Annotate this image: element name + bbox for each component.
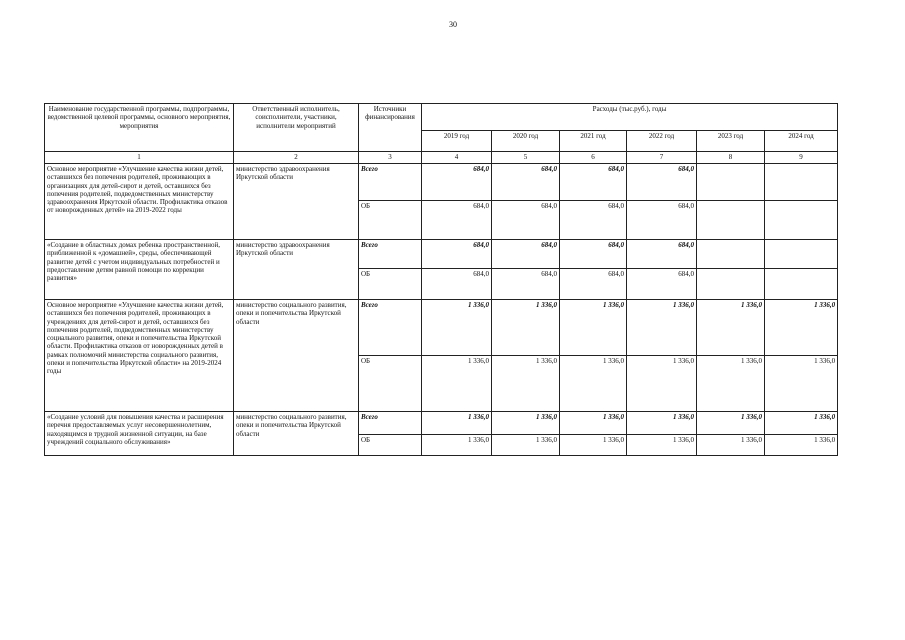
ob-value: 1 336,0 xyxy=(422,356,492,412)
ob-value: 1 336,0 xyxy=(627,356,697,412)
column-number: 9 xyxy=(765,152,838,164)
table-row xyxy=(45,300,838,356)
header-year: 2024 год xyxy=(765,131,838,152)
ob-value: 684,0 xyxy=(560,201,627,240)
ob-value: 1 336,0 xyxy=(697,356,765,412)
total-value: 684,0 xyxy=(422,240,492,269)
ob-value: 1 336,0 xyxy=(765,435,838,456)
header-row-top xyxy=(45,104,838,131)
header-year: 2019 год xyxy=(422,131,492,152)
total-value: 1 336,0 xyxy=(697,412,765,435)
activity-name: Основное мероприятие «Улучшение качества жизни детей, оставшихся без попечения родителей, проживающих в учреждениях для детей-сирот и детей, оставшихся без попечения родителей, подведомственных министерству социального развития, опеки и попечительства Иркутской области. Профилактика отказов от новорожденных детей в рамках полномочий министерства социального развития, опеки и попечительства Иркутской области» на 2019-2024 годы xyxy=(45,300,234,412)
ob-value xyxy=(765,201,838,240)
total-value: 684,0 xyxy=(492,164,560,201)
activity-name: «Создание в областных домах ребенка пространственной, приближенной к «домашней», среды, обеспечивающей развитие детей с учетом индивидуальных потребностей и предоставление детям равной помощи по коррекции развития» xyxy=(45,240,234,300)
total-value: 1 336,0 xyxy=(627,300,697,356)
total-value: 1 336,0 xyxy=(560,412,627,435)
source-total-label: Всего xyxy=(359,240,422,269)
total-value: 1 336,0 xyxy=(697,300,765,356)
activity-name: Основное мероприятие «Улучшение качества жизни детей, оставшихся без попечения родителей, проживающих в организациях для детей-сирот и детей, оставшихся без попечения родителей, подведомственных министерству здравоохранения Иркутской области. Профилактика отказов от новорожденных детей» на 2019-2022 годы xyxy=(45,164,234,240)
source-ob-label: ОБ xyxy=(359,201,422,240)
ob-value: 684,0 xyxy=(422,201,492,240)
column-number: 6 xyxy=(560,152,627,164)
ob-value: 1 336,0 xyxy=(492,356,560,412)
ob-value: 1 336,0 xyxy=(492,435,560,456)
activity-executor: министерство здравоохранения Иркутской области xyxy=(234,240,359,300)
ob-value: 684,0 xyxy=(492,269,560,300)
total-value: 1 336,0 xyxy=(627,412,697,435)
ob-value: 1 336,0 xyxy=(560,435,627,456)
ob-value: 684,0 xyxy=(627,269,697,300)
ob-value: 1 336,0 xyxy=(422,435,492,456)
column-number: 7 xyxy=(627,152,697,164)
total-value: 684,0 xyxy=(492,240,560,269)
total-value: 684,0 xyxy=(627,164,697,201)
ob-value: 1 336,0 xyxy=(697,435,765,456)
source-total-label: Всего xyxy=(359,300,422,356)
source-total-label: Всего xyxy=(359,164,422,201)
header-year: 2022 год xyxy=(627,131,697,152)
column-number: 1 xyxy=(45,152,234,164)
table-row xyxy=(45,164,838,201)
header-year: 2023 год xyxy=(697,131,765,152)
page-number: 30 xyxy=(449,20,457,29)
ob-value: 684,0 xyxy=(492,201,560,240)
total-value: 684,0 xyxy=(627,240,697,269)
total-value: 684,0 xyxy=(560,240,627,269)
column-number: 2 xyxy=(234,152,359,164)
ob-value: 684,0 xyxy=(422,269,492,300)
ob-value xyxy=(697,269,765,300)
budget-table xyxy=(44,103,838,456)
ob-value: 1 336,0 xyxy=(765,356,838,412)
activity-executor: министерство социального развития, опеки и попечительства Иркутской области xyxy=(234,412,359,456)
source-total-label: Всего xyxy=(359,412,422,435)
header-source: Источники финансирования xyxy=(359,104,422,152)
header-year: 2021 год xyxy=(560,131,627,152)
total-value: 1 336,0 xyxy=(765,300,838,356)
column-number: 3 xyxy=(359,152,422,164)
header-year: 2020 год xyxy=(492,131,560,152)
ob-value: 1 336,0 xyxy=(627,435,697,456)
total-value xyxy=(697,240,765,269)
total-value xyxy=(765,240,838,269)
total-value xyxy=(765,164,838,201)
activity-executor: министерство здравоохранения Иркутской области xyxy=(234,164,359,240)
total-value: 1 336,0 xyxy=(765,412,838,435)
ob-value: 684,0 xyxy=(560,269,627,300)
header-name: Наименование государственной программы, подпрограммы, ведомственной целевой программы, основного мероприятия, мероприятия xyxy=(45,104,234,152)
total-value: 1 336,0 xyxy=(560,300,627,356)
column-number: 5 xyxy=(492,152,560,164)
ob-value xyxy=(765,269,838,300)
total-value: 1 336,0 xyxy=(492,412,560,435)
column-number: 4 xyxy=(422,152,492,164)
total-value: 1 336,0 xyxy=(422,300,492,356)
ob-value: 684,0 xyxy=(627,201,697,240)
column-number: 8 xyxy=(697,152,765,164)
ob-value: 1 336,0 xyxy=(560,356,627,412)
total-value xyxy=(697,164,765,201)
total-value: 1 336,0 xyxy=(422,412,492,435)
activity-executor: министерство социального развития, опеки и попечительства Иркутской области xyxy=(234,300,359,412)
column-number-row xyxy=(45,152,838,164)
total-value: 684,0 xyxy=(422,164,492,201)
ob-value xyxy=(697,201,765,240)
header-expenses: Расходы (тыс.руб.), годы xyxy=(422,104,838,131)
table-row xyxy=(45,240,838,269)
total-value: 1 336,0 xyxy=(492,300,560,356)
source-ob-label: ОБ xyxy=(359,435,422,456)
activity-name: «Создание условий для повышения качества и расширения перечня предоставляемых услуг несовершеннолетним, находящимся в трудной жизненной ситуации, на базе учреждений социального обслуживания» xyxy=(45,412,234,456)
total-value: 684,0 xyxy=(560,164,627,201)
table-row xyxy=(45,412,838,435)
source-ob-label: ОБ xyxy=(359,356,422,412)
source-ob-label: ОБ xyxy=(359,269,422,300)
header-executor: Ответственный исполнитель, соисполнители, участники, исполнители мероприятий xyxy=(234,104,359,152)
